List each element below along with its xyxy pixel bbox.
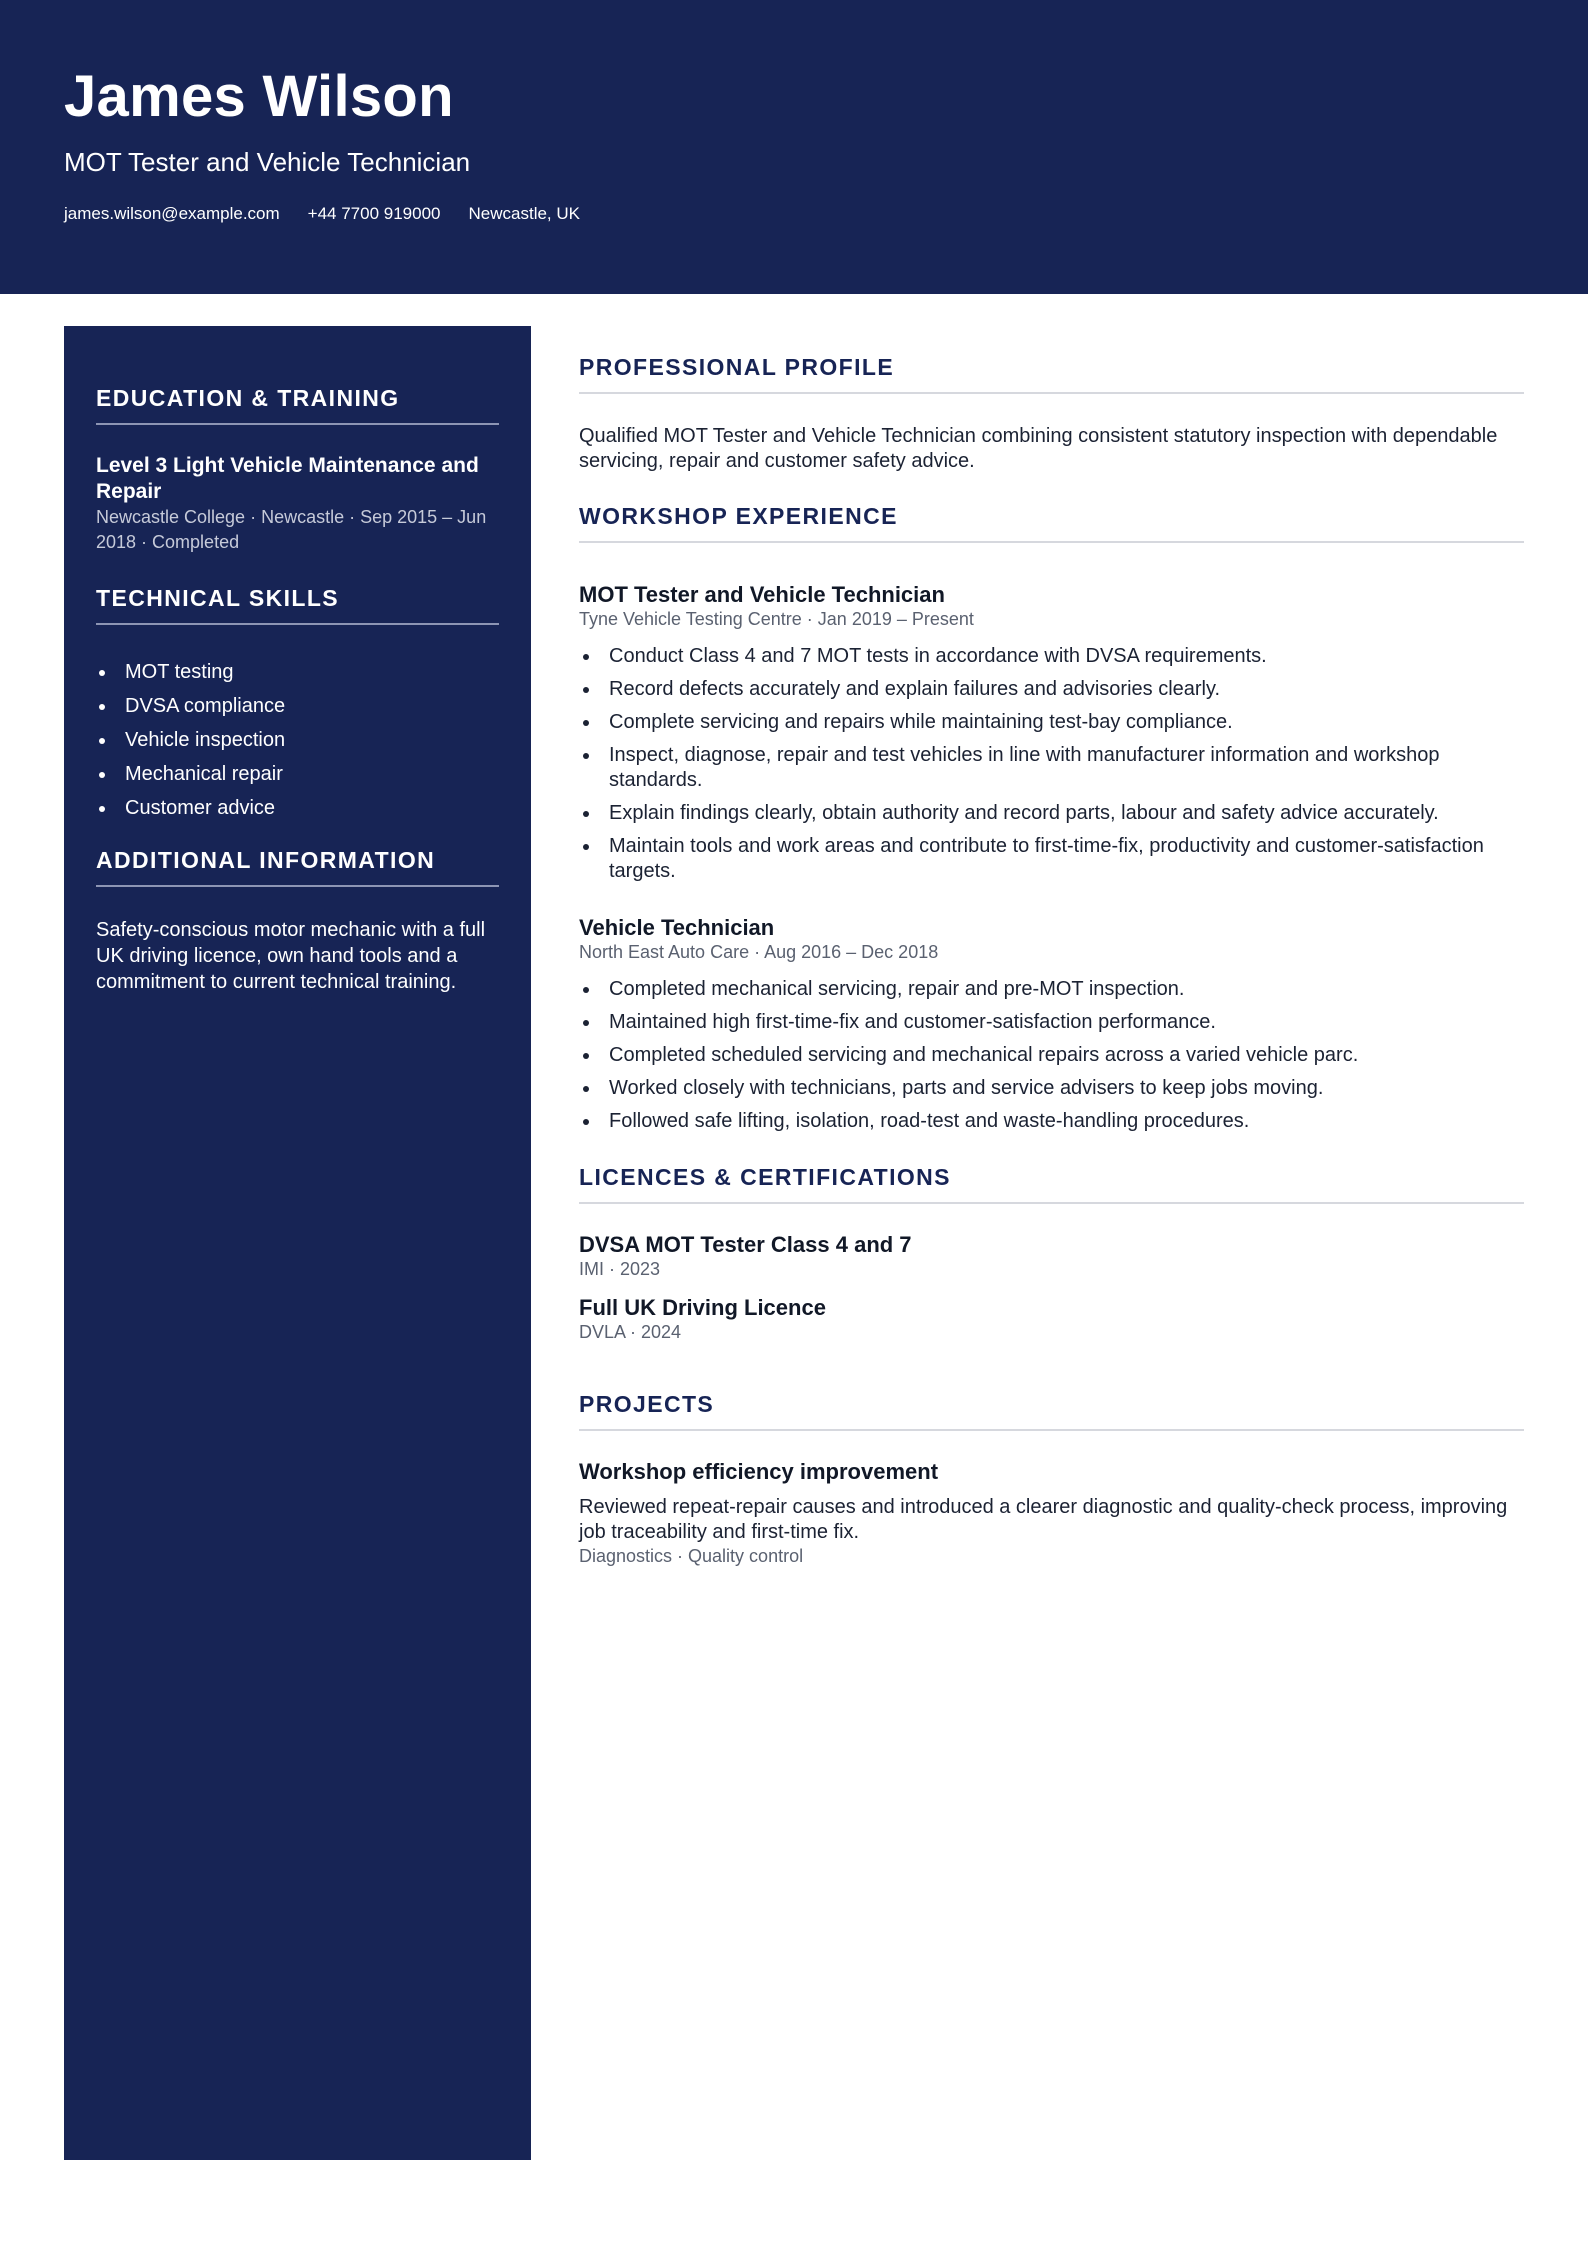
certification-title: Full UK Driving Licence <box>579 1295 826 1320</box>
job-bullet: Maintain tools and work areas and contribute to first-time-fix, productivity and customer-satisfaction targets. <box>579 834 1524 884</box>
contact-location: Newcastle, UK <box>468 204 580 223</box>
job-bullet: Explain findings clearly, obtain authority and record parts, labour and safety advice accurately. <box>579 801 1524 826</box>
job-bullet: Completed scheduled servicing and mechanical repairs across a varied vehicle parc. <box>579 1043 1524 1068</box>
candidate-headline: MOT Tester and Vehicle Technician <box>64 147 471 177</box>
additional-info-text: Safety-conscious motor mechanic with a full UK driving licence, own hand tools and a commitment to current technical training. <box>96 919 486 993</box>
job-bullet: Complete servicing and repairs while maintaining test-bay compliance. <box>579 710 1524 735</box>
candidate-name: James Wilson <box>64 64 454 129</box>
skill-item: DVSA compliance <box>96 689 499 723</box>
skills-heading: TECHNICAL SKILLS <box>96 583 499 625</box>
additional-info-heading: ADDITIONAL INFORMATION <box>96 845 499 887</box>
job-title: MOT Tester and Vehicle Technician <box>579 582 945 607</box>
contact-email[interactable]: james.wilson@example.com <box>64 204 280 223</box>
job-title: Vehicle Technician <box>579 915 775 940</box>
job-bullet: Inspect, diagnose, repair and test vehicles in line with manufacturer information and workshop standards. <box>579 743 1524 793</box>
experience-heading: WORKSHOP EXPERIENCE <box>579 501 1524 543</box>
sidebar <box>64 326 531 2160</box>
contact-phone[interactable]: +44 7700 919000 <box>307 204 441 223</box>
resume-header <box>0 0 1588 294</box>
job-bullet: Completed mechanical servicing, repair and pre-MOT inspection. <box>579 977 1524 1002</box>
job-bullet: Conduct Class 4 and 7 MOT tests in accordance with DVSA requirements. <box>579 644 1524 669</box>
skill-item: Mechanical repair <box>96 757 499 791</box>
education-title: Level 3 Light Vehicle Maintenance and Repair <box>96 454 479 503</box>
skills-list <box>96 655 499 825</box>
project-tags: Diagnostics · Quality control <box>579 1546 804 1566</box>
main-column <box>579 326 1524 1567</box>
skill-item: MOT testing <box>96 655 499 689</box>
job-bullet: Record defects accurately and explain failures and advisories clearly. <box>579 677 1524 702</box>
job-bullet: Followed safe lifting, isolation, road-test and waste-handling procedures. <box>579 1109 1524 1134</box>
job-bullet: Maintained high first-time-fix and customer-satisfaction performance. <box>579 1010 1524 1035</box>
skill-item: Vehicle inspection <box>96 723 499 757</box>
certification-meta: DVLA · 2024 <box>579 1322 682 1342</box>
profile-heading: PROFESSIONAL PROFILE <box>579 352 1524 394</box>
certification-title: DVSA MOT Tester Class 4 and 7 <box>579 1232 912 1257</box>
education-meta: Newcastle College · Newcastle · Sep 2015 – Jun 2018 · Completed <box>96 507 487 552</box>
certification-meta: IMI · 2023 <box>579 1259 661 1279</box>
licences-heading: LICENCES & CERTIFICATIONS <box>579 1162 1524 1204</box>
job-bullet: Worked closely with technicians, parts and service advisers to keep jobs moving. <box>579 1076 1524 1101</box>
profile-text: Qualified MOT Tester and Vehicle Technician combining consistent statutory inspection with dependable servicing, repair and customer safety advice. <box>579 425 1498 472</box>
job-bullets <box>579 644 1524 884</box>
skill-item: Customer advice <box>96 791 499 825</box>
project-title: Workshop efficiency improvement <box>579 1459 939 1484</box>
education-heading: EDUCATION & TRAINING <box>96 383 499 425</box>
job-meta: North East Auto Care · Aug 2016 – Dec 2018 <box>579 942 939 962</box>
project-description: Reviewed repeat-repair causes and introduced a clearer diagnostic and quality-check process, improving job traceability and first-time fix. <box>579 1496 1508 1543</box>
contact-row <box>64 203 580 225</box>
projects-heading: PROJECTS <box>579 1389 1524 1431</box>
job-meta: Tyne Vehicle Testing Centre · Jan 2019 – Present <box>579 609 974 629</box>
job-bullets <box>579 977 1524 1134</box>
